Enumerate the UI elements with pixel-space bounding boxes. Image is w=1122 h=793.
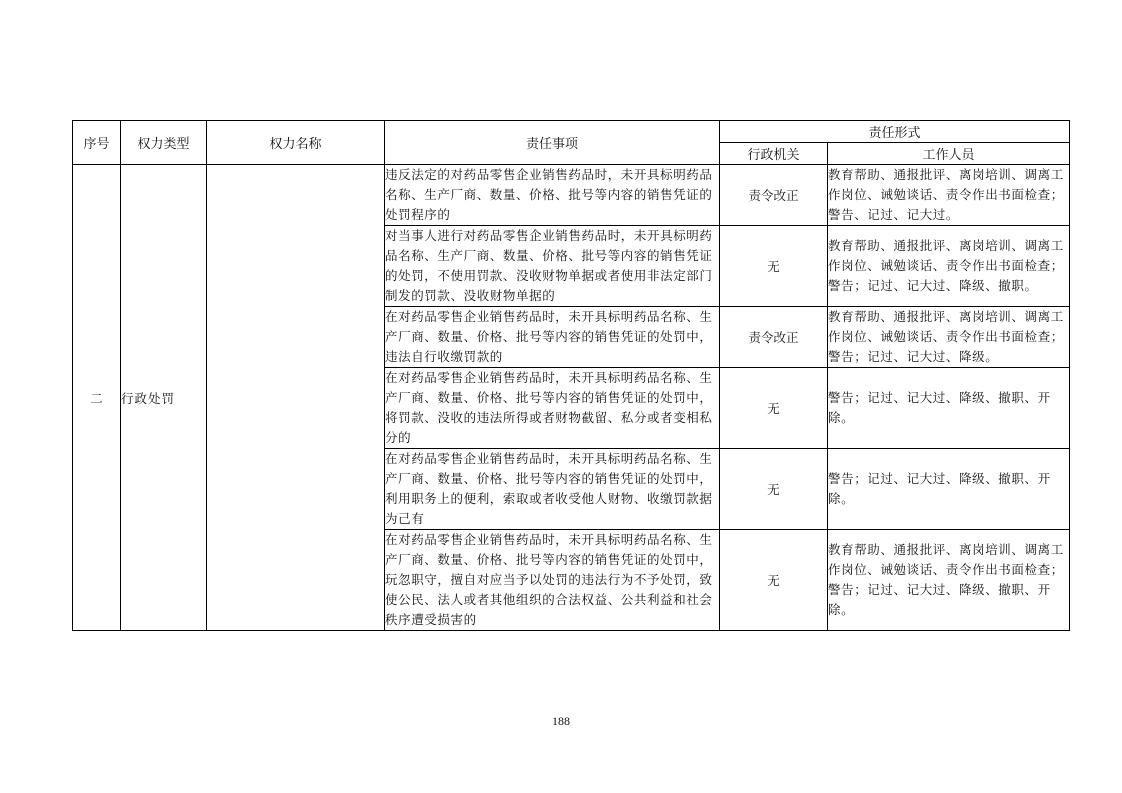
table-row: [73, 165, 1070, 226]
responsibility-item-cell: 在对药品零售企业销售药品时，未开具标明药品名称、生产厂商、数量、价格、批号等内容的销售凭证的处罚中，玩忽职守，擅自对应当予以处罚的违法行为不予处罚，致使公民、法人或者其他组织的合法权益、公共利益和社会秩序遭受损害的: [385, 530, 720, 631]
admin-organ-cell: 无: [720, 226, 828, 307]
header-power-name: 权力名称: [207, 121, 385, 165]
admin-organ-cell: 责令改正: [720, 165, 828, 226]
power-name-cell: [207, 165, 385, 631]
header-staff: 工作人员: [828, 143, 1070, 165]
header-seq: 序号: [73, 121, 121, 165]
admin-organ-cell: 无: [720, 449, 828, 530]
responsibility-table: [72, 120, 1070, 631]
staff-cell: 警告；记过、记大过、降级、撤职、开除。: [828, 368, 1070, 449]
admin-organ-cell: 责令改正: [720, 307, 828, 368]
admin-organ-cell: 无: [720, 530, 828, 631]
admin-organ-cell: 无: [720, 368, 828, 449]
staff-cell: 教育帮助、通报批评、离岗培训、调离工作岗位、诫勉谈话、责令作出书面检查；警告；记过、记大过、降级、撤职。: [828, 226, 1070, 307]
power-type-cell: 行政处罚: [121, 165, 207, 631]
staff-cell: 警告；记过、记大过、降级、撤职、开除。: [828, 449, 1070, 530]
header-responsibility-items: 责任事项: [385, 121, 720, 165]
page-number: 188: [552, 714, 570, 728]
header-power-type: 权力类型: [121, 121, 207, 165]
responsibility-item-cell: 违反法定的对药品零售企业销售药品时，未开具标明药品名称、生产厂商、数量、价格、批号等内容的销售凭证的处罚程序的: [385, 165, 720, 226]
responsibility-item-cell: 对当事人进行对药品零售企业销售药品时，未开具标明药品名称、生产厂商、数量、价格、批号等内容的销售凭证的处罚，不使用罚款、没收财物单据或者使用非法定部门制发的罚款、没收财物单据的: [385, 226, 720, 307]
staff-cell: 教育帮助、通报批评、离岗培训、调离工作岗位、诫勉谈话、责令作出书面检查；警告、记过、记大过。: [828, 165, 1070, 226]
responsibility-item-cell: 在对药品零售企业销售药品时，未开具标明药品名称、生产厂商、数量、价格、批号等内容的销售凭证的处罚中，违法自行收缴罚款的: [385, 307, 720, 368]
staff-cell: 教育帮助、通报批评、离岗培训、调离工作岗位、诫勉谈话、责令作出书面检查；警告；记过、记大过、降级。: [828, 307, 1070, 368]
seq-cell: 二: [73, 165, 121, 631]
header-responsibility-form: 责任形式: [720, 121, 1070, 143]
responsibility-item-cell: 在对药品零售企业销售药品时，未开具标明药品名称、生产厂商、数量、价格、批号等内容的销售凭证的处罚中，利用职务上的便利，索取或者收受他人财物、收缴罚款据为己有: [385, 449, 720, 530]
staff-cell: 教育帮助、通报批评、离岗培训、调离工作岗位、诫勉谈话、责令作出书面检查；警告；记过、记大过、降级、撤职、开除。: [828, 530, 1070, 631]
responsibility-item-cell: 在对药品零售企业销售药品时，未开具标明药品名称、生产厂商、数量、价格、批号等内容的销售凭证的处罚中，将罚款、没收的违法所得或者财物截留、私分或者变相私分的: [385, 368, 720, 449]
header-admin-organ: 行政机关: [720, 143, 828, 165]
